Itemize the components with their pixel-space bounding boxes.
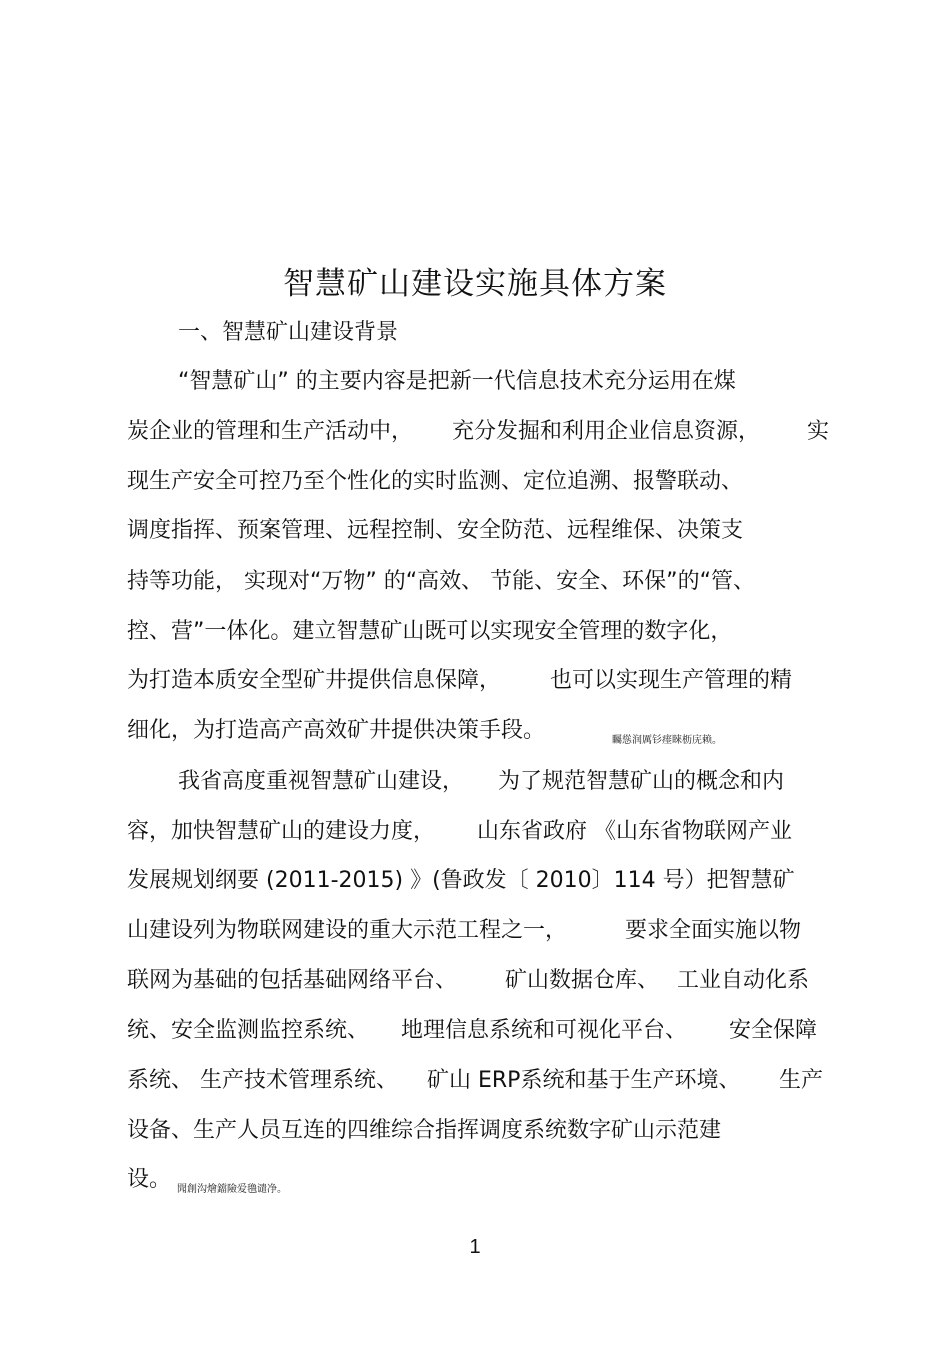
paragraph-1-line-5: 持等功能， 实现对“万物” 的“高效、 节能、安全、环保”的“管、 [127,569,755,594]
text-segment: 联网为基础的包括基础网络平台、 [127,968,458,993]
text-segment: 统、安全监测监控系统、 [127,1018,370,1043]
document-title: 智慧矿山建设实施具体方案 [283,266,667,302]
text-segment: 炭企业的管理和生产活动中， [127,419,414,444]
paragraph-1-line-4: 调度指挥、预案管理、远程控制、安全防范、远程维保、决策支 [127,518,744,543]
text-segment: 我省高度重视智慧矿山建设， [178,769,465,794]
text-segment: 矿山 ERP系统和基于生产环境、 [427,1068,741,1093]
text-segment: 生产 [779,1068,824,1093]
paragraph-1-line-1: “智慧矿山” 的主要内容是把新一代信息技术充分运用在煤 [178,369,736,394]
paragraph-1-line-3: 现生产安全可控乃至个性化的实时监测、定位追溯、报警联动、 [127,469,744,494]
section-heading: 一、智慧矿山建设背景 [178,320,399,345]
text-segment: 为打造本质安全型矿井提供信息保障， [127,668,502,693]
text-segment: 设。 [127,1167,172,1192]
paragraph-1-line-6: 控、营”一体化。建立智慧矿山既可以实现安全管理的数字化， [127,619,733,644]
paragraph-2-line-3: 发展规划纲要 (2011-2015) 》(鲁政发〔 2010〕114 号）把智慧矿 [127,868,795,893]
text-segment: 容，加快智慧矿山的建设力度， [127,819,436,844]
text-segment: 为了规范智慧矿山的概念和内 [498,769,785,794]
noise-text: 矚慫润厲钐瘗睞枥庑赖。 [612,735,722,746]
text-segment: 也可以实现生产管理的精 [550,668,793,693]
paragraph-2-line-8: 设备、生产人员互连的四维综合指挥调度系统数字矿山示范建 [127,1118,722,1143]
text-segment: 矿山数据仓库、 [505,968,660,993]
text-segment: 工业自动化系 [677,968,810,993]
text-segment: 充分发掘和利用企业信息资源， [452,419,761,444]
text-segment: 细化，为打造高产高效矿井提供决策手段。 [127,718,546,743]
page-number: 1 [469,1236,481,1258]
text-segment: 地理信息系统和可视化平台、 [401,1018,688,1043]
text-segment: 山东省政府 《山东省物联网产业 [477,819,792,844]
text-segment: 安全保障 [729,1018,818,1043]
text-segment: 山建设列为物联网建设的重大示范工程之一， [127,918,568,943]
noise-text: 聞創沟燴鐺險爱氇谴净。 [177,1184,287,1195]
text-segment: 要求全面实施以物 [625,918,802,943]
text-segment: 实 [807,419,830,444]
text-segment: 系统、 生产技术管理系统、 [127,1068,398,1093]
